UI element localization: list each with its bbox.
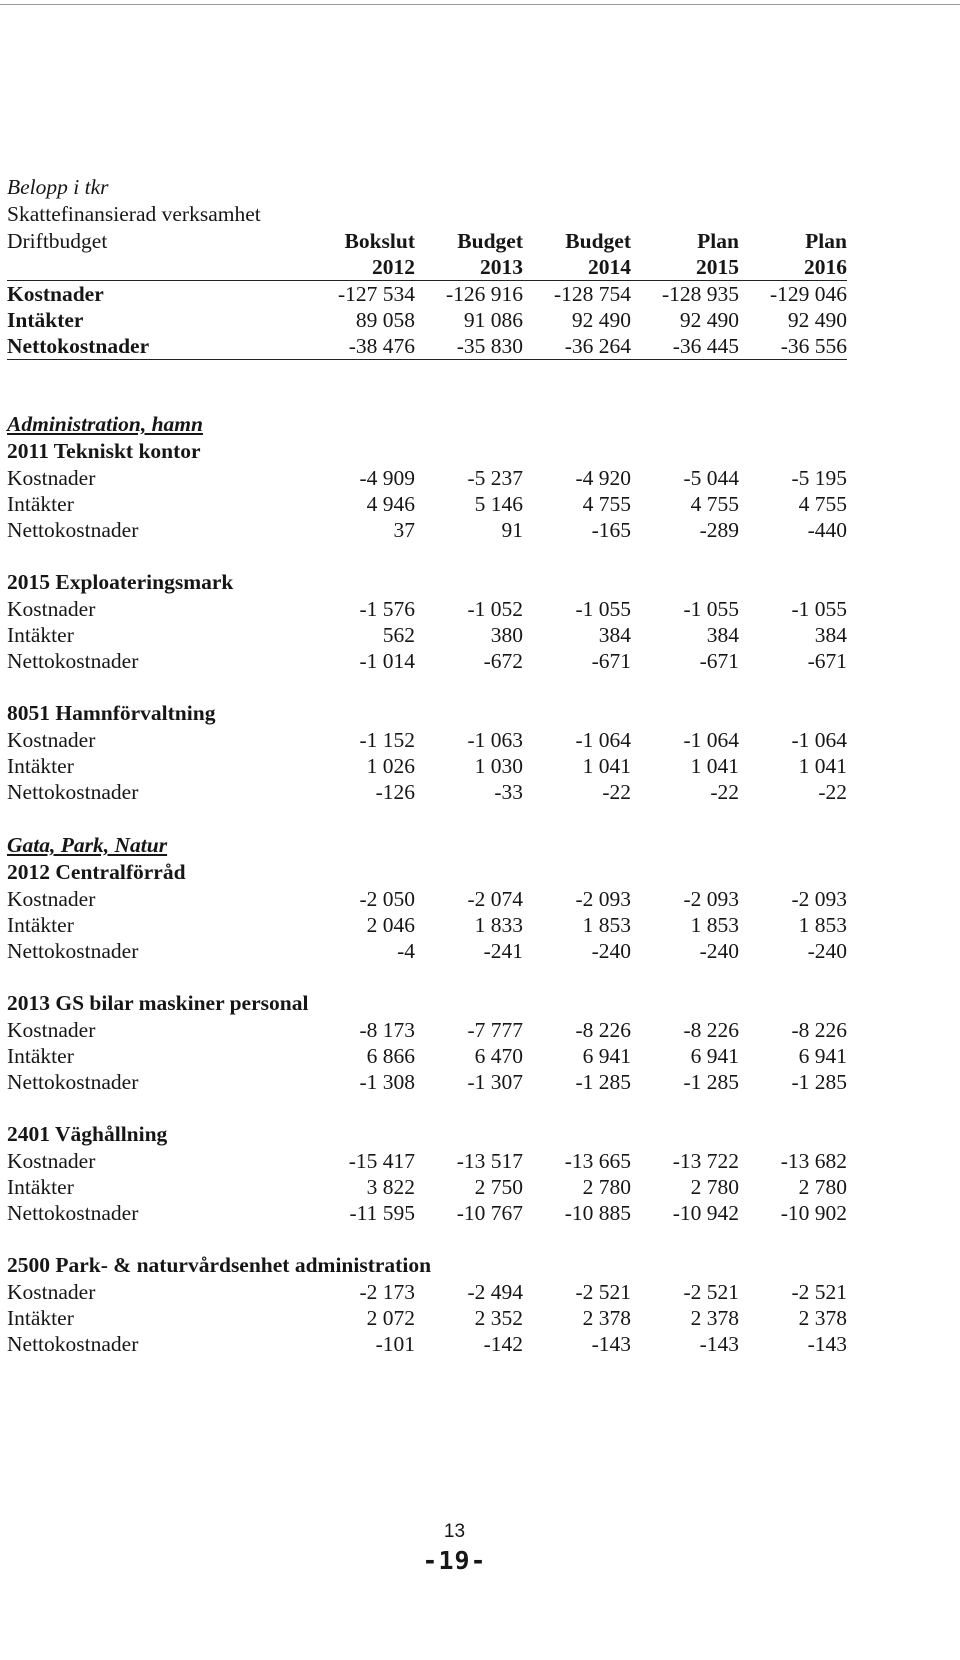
row-label: Intäkter [7,623,74,647]
value-cell: -1 285 [575,1070,631,1094]
year-2015: 2015 [631,254,739,281]
value-cell: -7 777 [467,1018,523,1042]
value-cell: -671 [807,649,848,673]
value-cell: -127 534 [337,282,415,306]
group-title: 2500 Park- & naturvårdsenhet administration [7,1253,432,1277]
value-cell: 5 146 [474,492,523,516]
value-cell: -5 237 [467,466,523,490]
value-cell: -35 830 [415,333,523,360]
group-table [7,569,847,674]
value-cell: 2 046 [366,913,415,937]
value-cell: 6 470 [474,1044,523,1068]
value-cell: 4 946 [366,492,415,516]
value-cell: -22 [710,780,739,804]
value-cell: -10 885 [564,1201,631,1225]
value-cell: 4 755 [798,492,848,516]
year-2014: 2014 [523,254,631,281]
table-row [7,1069,847,1095]
group-title: 2013 GS bilar maskiner personal [7,991,309,1015]
row-label: Intäkter [7,492,74,516]
value-cell: -240 [591,939,631,963]
value-cell: -240 [699,939,739,963]
row-label: Kostnader [7,1018,96,1042]
table-row [7,465,847,491]
section-title-gata-park-natur: Gata, Park, Natur [7,833,168,857]
value-cell: 2 780 [798,1175,848,1199]
value-cell: 1 833 [474,913,523,937]
value-cell: -10 767 [456,1201,523,1225]
value-cell: -101 [375,1332,415,1356]
value-cell: -1 064 [575,728,631,752]
value-cell: -1 307 [467,1070,523,1094]
value-cell: 380 [490,623,523,647]
value-cell: 2 780 [582,1175,631,1199]
unit-note: Belopp i tkr [7,175,109,199]
row-label: Kostnader [7,728,96,752]
value-cell: -10 902 [780,1201,848,1225]
column-header-row [7,228,847,254]
group-title-row [7,1252,847,1279]
category-title: Skattefinansierad verksamhet [7,202,261,226]
row-label: Nettokostnader [7,1070,139,1094]
row-label: Intäkter [7,1175,74,1199]
row-label: Intäkter [7,754,74,778]
table-row [7,753,847,779]
year-2013: 2013 [415,254,523,281]
value-cell: 1 853 [798,913,848,937]
row-label: Intäkter [7,308,84,332]
summary-row-nettokostnader [7,333,847,360]
group-title: 2011 Tekniskt kontor [7,439,201,463]
value-cell: 2 378 [798,1306,848,1330]
column-header-plan-2015: Plan [697,229,739,253]
stamped-page-number: -19- [422,1546,487,1575]
column-header-budget-2013: Budget [457,229,523,253]
value-cell: -5 195 [791,466,848,490]
table-row [7,1279,847,1305]
value-cell: -2 093 [683,887,739,911]
value-cell: -2 173 [359,1280,415,1304]
table-row [7,779,847,805]
value-cell: -15 417 [348,1149,415,1173]
value-cell: -128 754 [553,282,631,306]
row-label: Kostnader [7,1149,96,1173]
value-cell: -289 [699,518,739,542]
value-cell: -2 521 [575,1280,631,1304]
row-label: Kostnader [7,887,96,911]
table-row [7,517,847,543]
value-cell: -13 722 [672,1149,739,1173]
group-title-row [7,859,847,886]
row-label: Intäkter [7,913,74,937]
value-cell: -2 494 [467,1280,523,1304]
table-row [7,886,847,912]
value-cell: -2 050 [359,887,415,911]
value-cell: -1 055 [683,597,739,621]
value-cell: 2 750 [474,1175,523,1199]
value-cell: -126 [375,780,415,804]
group-table [7,1121,847,1226]
value-cell: -671 [591,649,631,673]
value-cell: -671 [699,649,739,673]
group-title-row [7,438,847,465]
value-cell: 2 072 [366,1306,415,1330]
row-label: Kostnader [7,466,96,490]
value-cell: -2 521 [791,1280,848,1304]
row-label: Kostnader [7,1280,96,1304]
value-cell: -22 [818,780,848,804]
value-cell: 1 853 [690,913,739,937]
value-cell: 89 058 [355,308,415,332]
value-cell: 562 [382,623,415,647]
value-cell: 92 490 [787,308,847,332]
value-cell: 1 853 [582,913,631,937]
row-label: Nettokostnader [7,333,307,360]
summary-table [7,228,847,360]
year-2016: 2016 [739,254,847,281]
value-cell: -2 521 [683,1280,739,1304]
value-cell: 37 [393,518,415,542]
value-cell: -13 665 [564,1149,631,1173]
group-title-row [7,990,847,1017]
group-table [7,859,847,964]
group-title-row [7,1121,847,1148]
table-row [7,596,847,622]
value-cell: -8 226 [683,1018,739,1042]
value-cell: 92 490 [571,308,631,332]
budget-name: Driftbudget [7,229,108,253]
page-number: 13 [443,1521,466,1542]
row-label: Intäkter [7,1044,74,1068]
value-cell: -13 682 [780,1149,848,1173]
top-scan-rule [0,4,960,5]
value-cell: 384 [814,623,848,647]
value-cell: 2 378 [690,1306,739,1330]
value-cell: -4 920 [575,466,631,490]
table-row [7,491,847,517]
table-row [7,1305,847,1331]
value-cell: -11 595 [349,1201,415,1225]
value-cell: -672 [483,649,523,673]
table-row [7,648,847,674]
group-table [7,700,847,805]
table-row [7,1017,847,1043]
value-cell: 6 941 [798,1044,848,1068]
value-cell: -2 093 [791,887,848,911]
value-cell: -8 226 [791,1018,848,1042]
value-cell: -4 909 [359,466,415,490]
value-cell: -143 [807,1332,848,1356]
value-cell: -1 308 [359,1070,415,1094]
group-table [7,990,847,1095]
value-cell: 2 352 [474,1306,523,1330]
value-cell: -1 063 [467,728,523,752]
value-cell: 6 941 [690,1044,739,1068]
value-cell: -38 476 [307,333,415,360]
value-cell: 1 041 [690,754,739,778]
value-cell: -129 046 [769,282,847,306]
table-row [7,727,847,753]
value-cell: -126 916 [445,282,523,306]
table-row [7,1200,847,1226]
group-title-row [7,569,847,596]
group-title: 2401 Väghållning [7,1122,168,1146]
value-cell: 91 [501,518,523,542]
row-label: Nettokostnader [7,939,139,963]
row-label: Nettokostnader [7,518,139,542]
value-cell: 92 490 [679,308,739,332]
value-cell: 3 822 [366,1175,415,1199]
value-cell: -33 [494,780,523,804]
section-title-administration-hamn: Administration, hamn [7,412,203,436]
value-cell: -2 093 [575,887,631,911]
value-cell: -1 064 [791,728,848,752]
value-cell: 6 941 [582,1044,631,1068]
value-cell: 91 086 [463,308,523,332]
value-cell: 384 [706,623,739,647]
group-table [7,1252,847,1357]
value-cell: 4 755 [582,492,631,516]
group-table [7,438,847,543]
table-row [7,912,847,938]
value-cell: -13 517 [456,1149,523,1173]
value-cell: -1 055 [791,597,848,621]
value-cell: -1 014 [359,649,415,673]
row-label: Kostnader [7,597,96,621]
year-2012: 2012 [307,254,415,281]
year-header-row [7,254,847,281]
value-cell: -8 173 [359,1018,415,1042]
column-header-budget-2014: Budget [565,229,631,253]
value-cell: -1 152 [359,728,415,752]
value-cell: -1 285 [791,1070,848,1094]
value-cell: -241 [483,939,523,963]
value-cell: 1 041 [798,754,848,778]
value-cell: -36 556 [739,333,847,360]
value-cell: -1 576 [359,597,415,621]
table-row [7,1148,847,1174]
group-title: 2012 Centralförråd [7,860,186,884]
value-cell: 384 [598,623,631,647]
row-label: Nettokostnader [7,1201,139,1225]
column-header-bokslut: Bokslut [344,229,415,253]
group-title: 8051 Hamnförvaltning [7,701,216,725]
value-cell: -8 226 [575,1018,631,1042]
row-label: Nettokostnader [7,649,139,673]
value-cell: 1 030 [474,754,523,778]
group-title: 2015 Exploateringsmark [7,570,234,594]
value-cell: 2 780 [690,1175,739,1199]
value-cell: -165 [591,518,631,542]
value-cell: 4 755 [690,492,739,516]
value-cell: -240 [807,939,848,963]
value-cell: 1 026 [366,754,415,778]
row-label: Kostnader [7,282,104,306]
value-cell: -22 [602,780,631,804]
summary-row-kostnader [7,281,847,308]
table-row [7,1043,847,1069]
value-cell: -143 [591,1332,631,1356]
value-cell: 2 378 [582,1306,631,1330]
budget-document [7,174,847,1357]
table-row [7,1174,847,1200]
row-label: Nettokostnader [7,780,139,804]
summary-row-intakter [7,307,847,333]
table-row [7,938,847,964]
value-cell: -1 064 [683,728,739,752]
value-cell: 1 041 [582,754,631,778]
value-cell: -4 [397,939,415,963]
value-cell: -143 [699,1332,739,1356]
value-cell: -1 285 [683,1070,739,1094]
value-cell: -1 055 [575,597,631,621]
row-label: Intäkter [7,1306,74,1330]
value-cell: -10 942 [672,1201,739,1225]
row-label: Nettokostnader [7,1332,139,1356]
table-row [7,622,847,648]
table-row [7,1331,847,1357]
value-cell: 6 866 [366,1044,415,1068]
value-cell: -5 044 [683,466,739,490]
value-cell: -36 445 [631,333,739,360]
group-title-row [7,700,847,727]
value-cell: -1 052 [467,597,523,621]
value-cell: -36 264 [523,333,631,360]
value-cell: -2 074 [467,887,523,911]
value-cell: -440 [807,518,848,542]
column-header-plan-2016: Plan [805,229,847,253]
value-cell: -128 935 [661,282,739,306]
value-cell: -142 [483,1332,523,1356]
